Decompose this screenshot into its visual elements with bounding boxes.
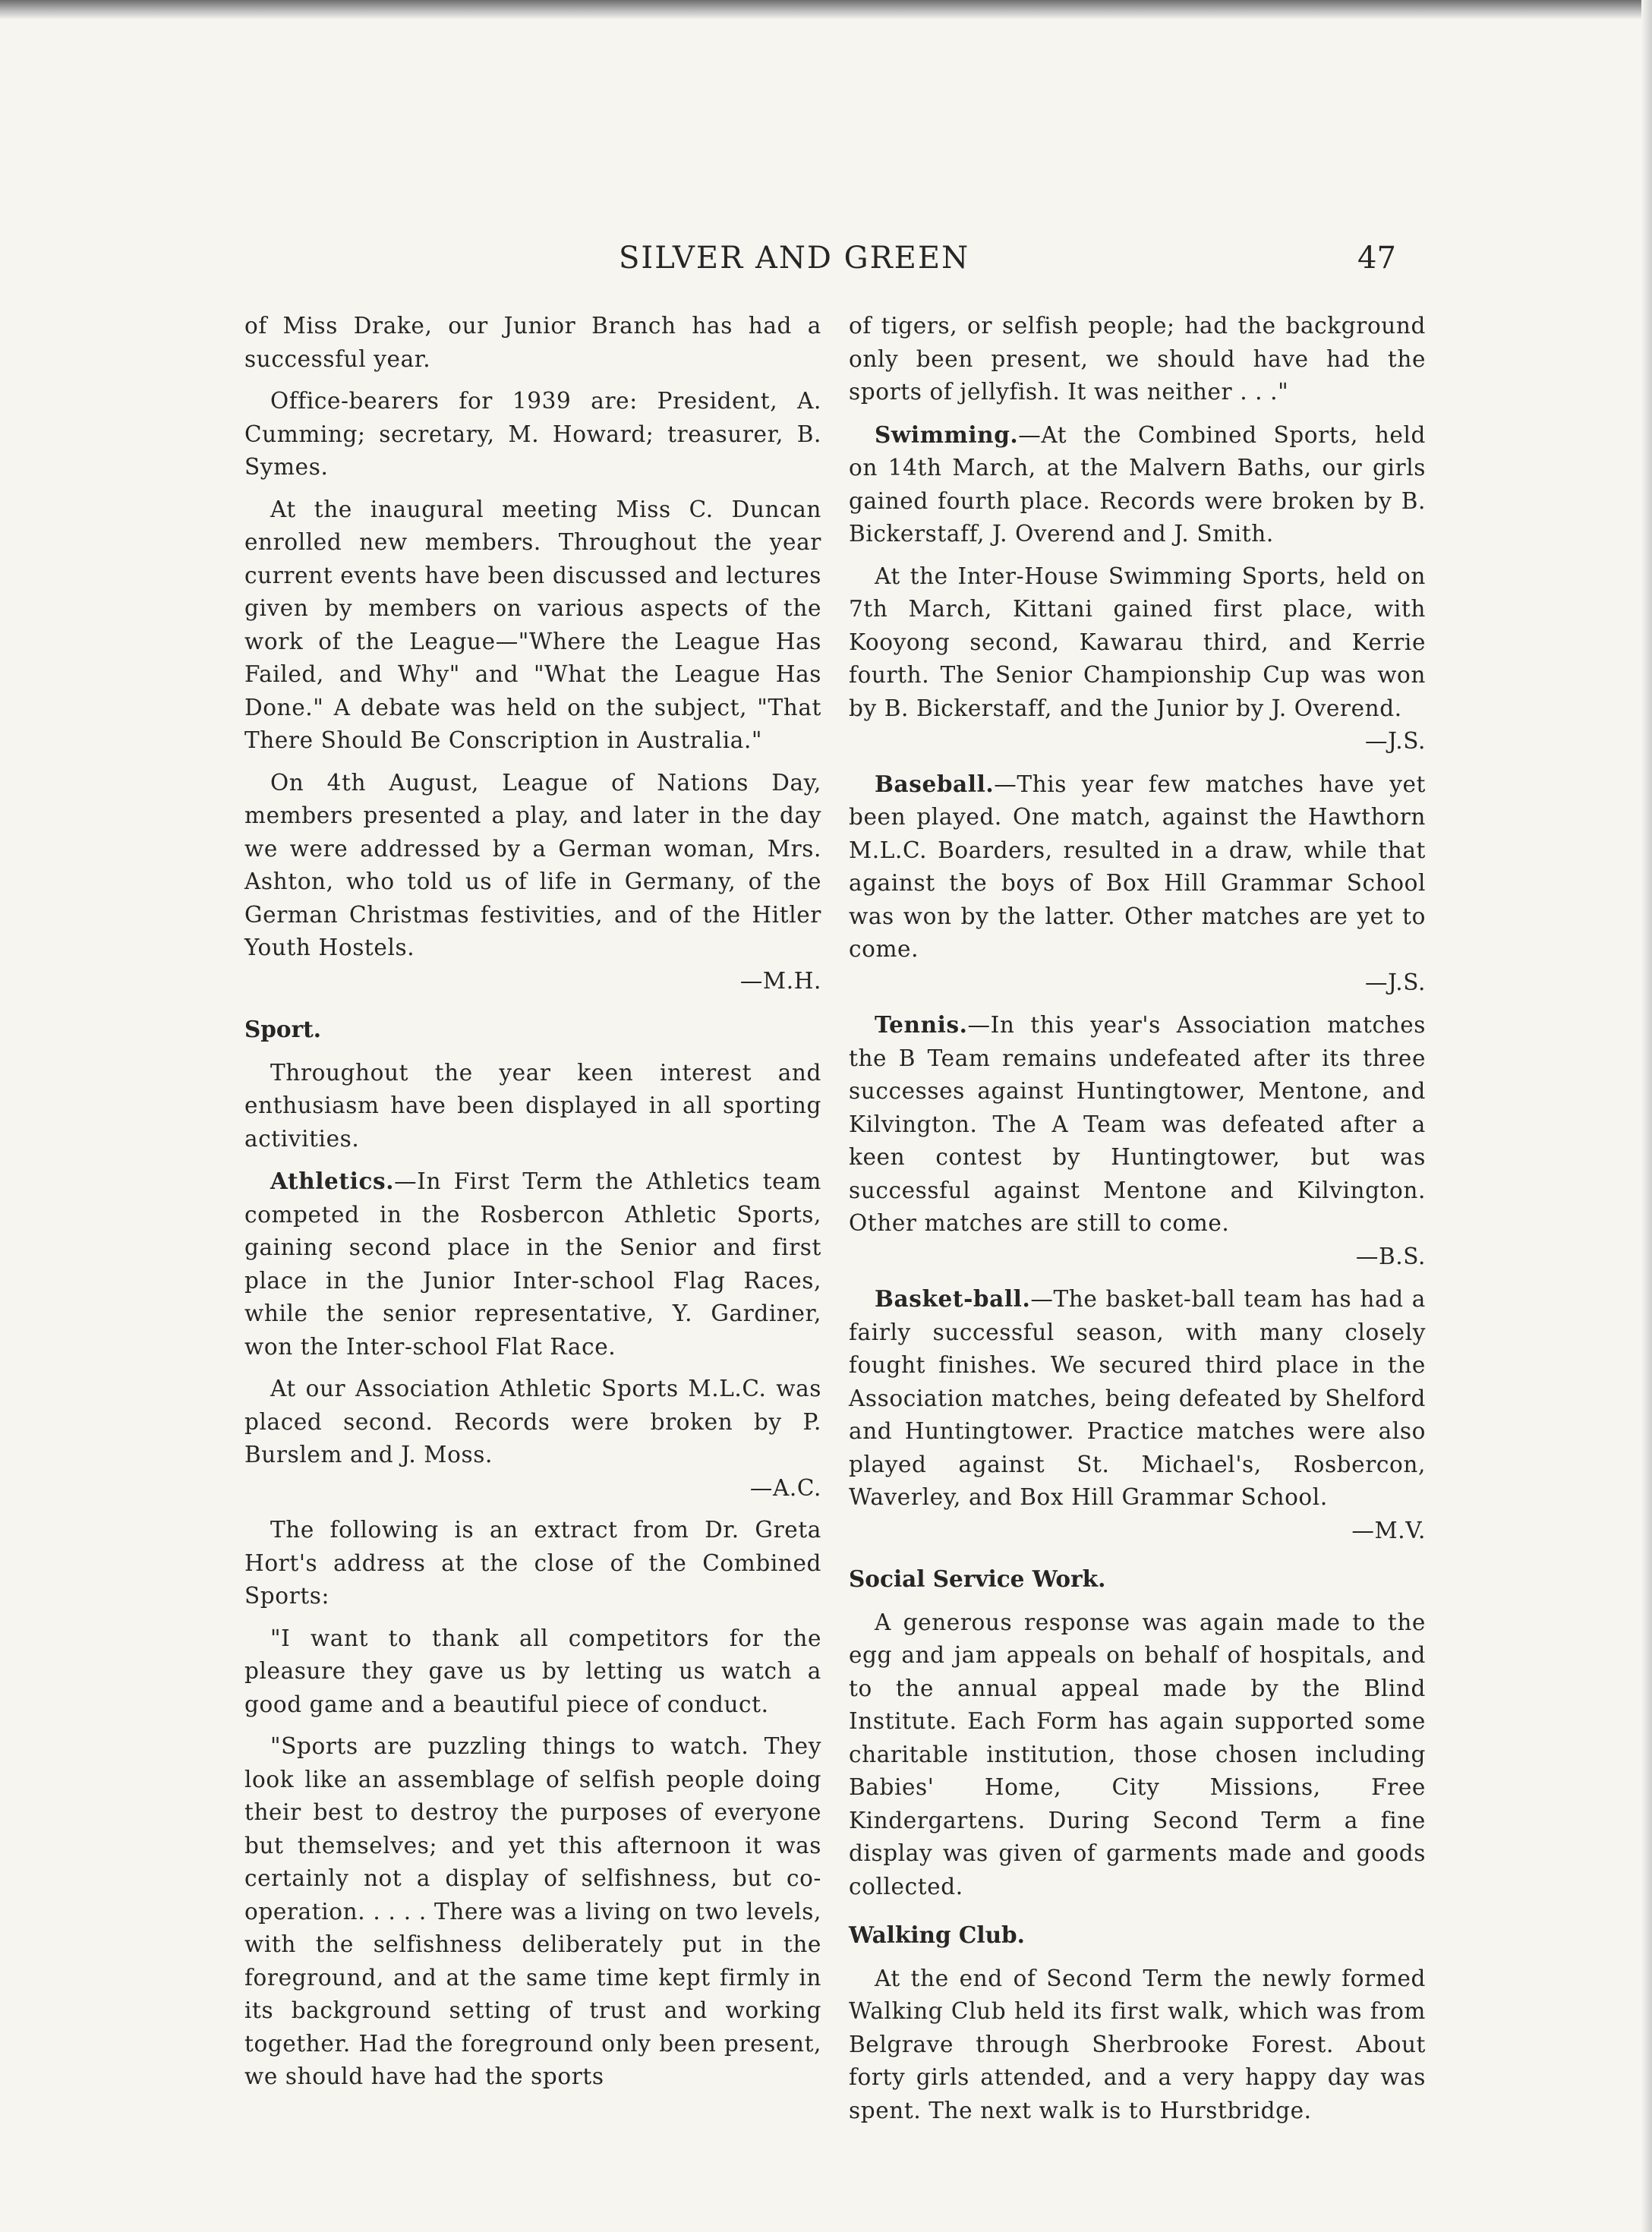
paragraph bbox=[849, 768, 1426, 1000]
scan-top-edge bbox=[0, 0, 1652, 20]
paragraph bbox=[244, 1165, 821, 1363]
paragraph-text: At our Association Athletic Sports M.L.C. was placed second. Records were broken by P. Burslem and J. Moss. bbox=[244, 1376, 821, 1468]
paragraph-text: —The basket-ball team has had a fairly successful season, with many closely fought finishes. We secured third place in the Association matches, being defeated by Shelford and Huntingtower. Practice matches were also played against St. Michael's, Rosbercon, Waverley, and Box Hill Grammar School. bbox=[849, 1286, 1426, 1510]
run-in-heading-basketball: Basket-ball. bbox=[875, 1285, 1031, 1312]
paragraph: Throughout the year keen interest and enthusiasm have been displayed in all sporting activities. bbox=[244, 1059, 821, 1152]
signature: —M.V. bbox=[1351, 1517, 1426, 1543]
paragraph: At the inaugural meeting Miss C. Duncan enrolled new members. Throughout the year current events have been discussed and lectures given by members on various aspects of the work of the League—"Where the League Has Failed, and Why" and "What the League Has Done." A debate was held on the subject, "That There Should Be Conscription in Australia." bbox=[244, 496, 821, 753]
paragraph: "I want to thank all competitors for the pleasure they gave us by letting us watch a good game and a beautiful piece of conduct. bbox=[244, 1625, 821, 1717]
paragraph-text: —At the Combined Sports, held on 14th March, at the Malvern Baths, our girls gained fourth place. Records were broken by B. Bickerstaff, J. Overend and J. Smith. bbox=[849, 421, 1426, 547]
signature: —M.H. bbox=[739, 967, 821, 994]
paragraph bbox=[849, 1008, 1426, 1273]
paragraph bbox=[849, 418, 1426, 551]
section-heading-walking-club: Walking Club. bbox=[849, 1921, 1025, 1948]
paragraph-text: —In this year's Association matches the B Team remains undefeated after its three successes against Huntingtower, Mentone, and Kilvington. The A Team was defeated after a keen contest by Huntingtower, but was successful against Mentone and Kilvington. Other matches are still to come. bbox=[849, 1012, 1426, 1236]
run-in-heading-swimming: Swimming. bbox=[875, 421, 1019, 448]
paragraph-text: —In First Term the Athletics team competed in the Rosbercon Athletic Sports, gaining second place in the Senior and first place in the Junior Inter-school Flag Races, while the senior representative, Y. Gardiner, won the Inter-school Flat Race. bbox=[244, 1168, 821, 1360]
paragraph: Office-bearers for 1939 are: President, A. Cumming; secretary, M. Howard; treasurer, B. Symes. bbox=[244, 388, 821, 480]
right-column bbox=[849, 310, 1426, 2136]
signature: —J.S. bbox=[1365, 728, 1426, 754]
paragraph-text: At the Inter-House Swimming Sports, held on 7th March, Kittani gained first place, with Kooyong second, Kawarau third, and Kerrie fourth. The Senior Championship Cup was won by B. Bickerstaff, and the Junior by J. Overend. bbox=[849, 563, 1426, 721]
paragraph: A generous response was again made to the egg and jam appeals on behalf of hospitals, and to the annual appeal made by the Blind Institute. Each Form has again supported some charitable institution, those chosen including Babies' Home, City Missions, Free Kindergartens. During Second Term a fine display was given of garments made and goods collected. bbox=[849, 1609, 1426, 1899]
section-heading-social-service: Social Service Work. bbox=[849, 1565, 1106, 1592]
running-head: SILVER AND GREEN bbox=[619, 241, 970, 276]
paragraph bbox=[244, 767, 821, 998]
page-number: 47 bbox=[1357, 241, 1396, 276]
paragraph: of tigers, or selfish people; had the background only been present, we should have had the sports of jellyfish. It was neither . . ." bbox=[849, 313, 1426, 405]
run-in-heading-athletics: Athletics. bbox=[270, 1168, 395, 1194]
paragraph-text: On 4th August, League of Nations Day, members presented a play, and later in the day we were addressed by a German woman, Mrs. Ashton, who told us of life in Germany, of the German Christmas festivities, and of the Hitler Youth Hostels. bbox=[244, 769, 821, 960]
section-heading-sport: Sport. bbox=[244, 1016, 322, 1042]
paragraph: of Miss Drake, our Junior Branch has had a successful year. bbox=[244, 313, 821, 372]
signature: —J.S. bbox=[1365, 969, 1426, 995]
run-in-heading-baseball: Baseball. bbox=[875, 770, 995, 797]
paragraph: The following is an extract from Dr. Greta Hort's address at the close of the Combined Sports: bbox=[244, 1517, 821, 1609]
paragraph: "Sports are puzzling things to watch. They look like an assemblage of selfish people doing their best to destroy the purposes of everyone but themselves; and yet this afternoon it was certainly not a display of selfishness, but co-operation. . . . . There was a living on two levels, with the selfishness deliberately put in the foreground, and at the same time kept firmly in its background setting of trust and working together. Had the foreground only been present, we should have had the sports bbox=[244, 1733, 821, 2089]
signature: —A.C. bbox=[749, 1474, 821, 1501]
paragraph bbox=[244, 1373, 821, 1505]
paragraph-text: —This year few matches have yet been played. One match, against the Hawthorn M.L.C. Boarders, resulted in a draw, while that against the boys of Box Hill Grammar School was won by the latter. Other matches are yet to come. bbox=[849, 771, 1426, 962]
scan-right-edge bbox=[1641, 0, 1652, 2232]
paragraph: At the end of Second Term the newly formed Walking Club held its first walk, which was from Belgrave through Sherbrooke Forest. About forty girls attended, and a very happy day was spent. The next walk is to Hurstbridge. bbox=[849, 1965, 1426, 2123]
run-in-heading-tennis: Tennis. bbox=[875, 1011, 968, 1038]
paragraph bbox=[849, 1282, 1426, 1547]
paragraph bbox=[849, 560, 1426, 758]
left-column bbox=[244, 310, 821, 2103]
signature: —B.S. bbox=[1355, 1243, 1426, 1269]
